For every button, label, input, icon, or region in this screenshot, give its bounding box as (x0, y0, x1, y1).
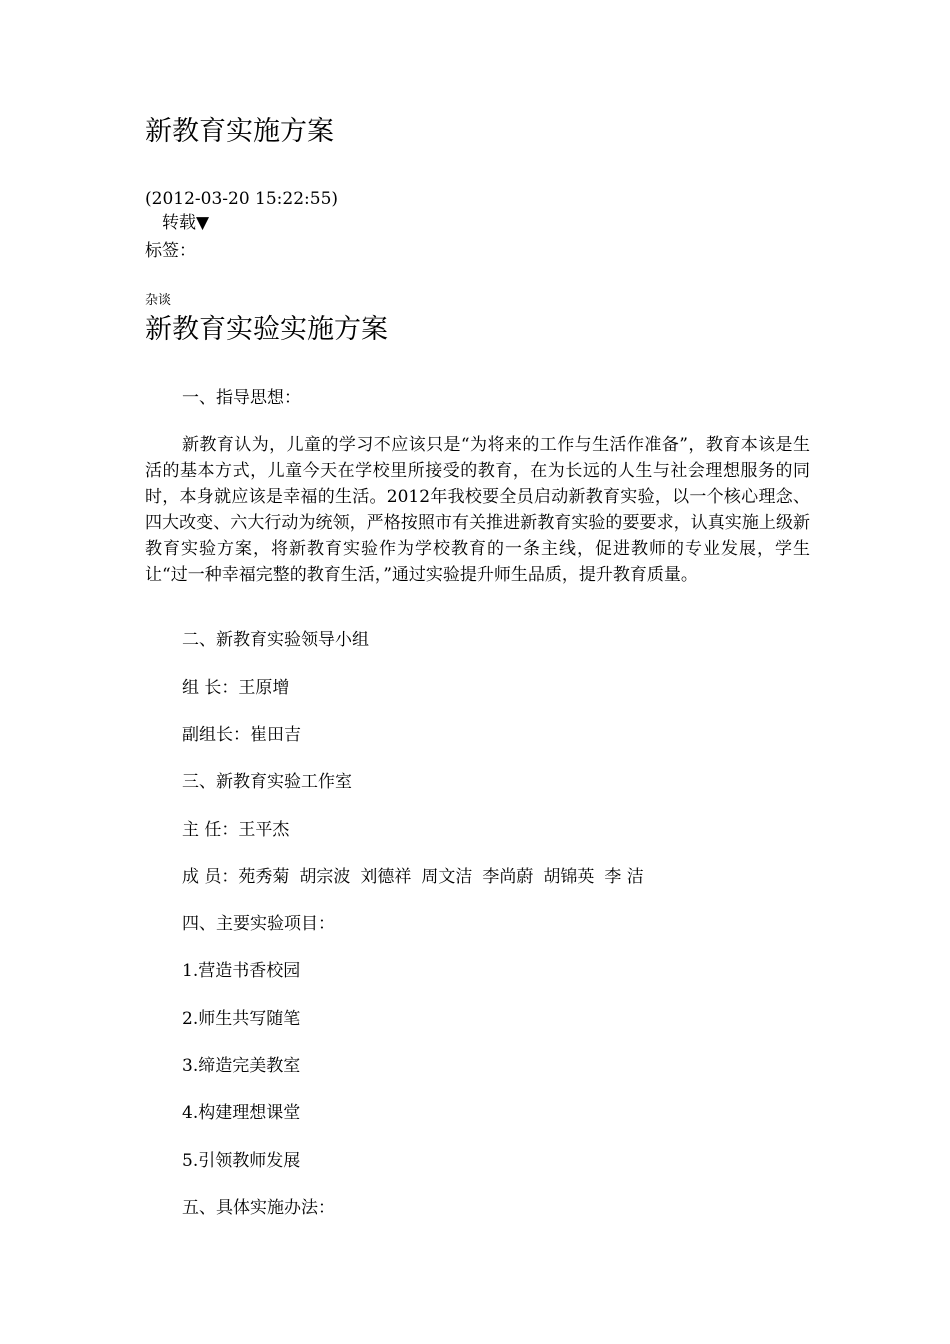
repost-dropdown[interactable]: 转载▼ (162, 213, 210, 233)
section-heading-guiding-ideology: 一、指导思想： (182, 388, 301, 408)
guiding-ideology-paragraph (145, 432, 810, 588)
project-item: 5.引领教师发展 (182, 1151, 301, 1171)
page-title: 新教育实施方案 (145, 116, 334, 147)
studio-director: 主 任：王平杰 (182, 820, 290, 840)
tags-label: 标签： (145, 241, 196, 261)
paragraph-text: 新教育认为，儿童的学习不应该只是“为将来的工作与生活作准备”，教育本该是生活的基本方式，儿童今天在学校里所接受的教育，在为长远的人生与社会理想服务的同时，本身就应该是幸福的生活。2012年我校要全员启动新教育实验，以一个核心理念、四大改变、六大行动为统领，严格按照市有关推进新教育实验的要要求，认真实施上级新教育实验方案，将新教育实验作为学校教育的一条主线，促进教师的专业发展，学生让“过一种幸福完整的教育生活，”通过实验提升师生品质，提升教育质量。 (145, 435, 810, 585)
member-name: 苑秀菊 (238, 867, 290, 887)
member-name: 胡锦英 (543, 867, 595, 887)
member-name: 胡宗波 (299, 867, 351, 887)
members-label: 成 员： (182, 867, 239, 887)
member-name: 李 洁 (604, 867, 644, 887)
section-heading-projects: 四、主要实验项目： (182, 914, 335, 934)
group-leader: 组 长：王原增 (182, 678, 290, 698)
section-heading-studio: 三、新教育实验工作室 (182, 772, 352, 792)
studio-members (182, 864, 654, 890)
project-item: 2.师生共写随笔 (182, 1009, 301, 1029)
category-tag[interactable]: 杂谈 (145, 293, 172, 308)
member-name: 周文洁 (421, 867, 473, 887)
member-name: 李尚蔚 (482, 867, 534, 887)
section-heading-implementation: 五、具体实施办法： (182, 1198, 335, 1218)
member-name: 刘德祥 (360, 867, 412, 887)
deputy-group-leader: 副组长：崔田吉 (182, 725, 301, 745)
project-item: 3.缔造完美教室 (182, 1056, 301, 1076)
project-item: 1.营造书香校园 (182, 961, 301, 981)
article-title: 新教育实验实施方案 (145, 314, 388, 345)
section-heading-leadership-group: 二、新教育实验领导小组 (182, 630, 369, 650)
post-timestamp: (2012-03-20 15:22:55) (145, 189, 339, 209)
project-item: 4.构建理想课堂 (182, 1103, 301, 1123)
